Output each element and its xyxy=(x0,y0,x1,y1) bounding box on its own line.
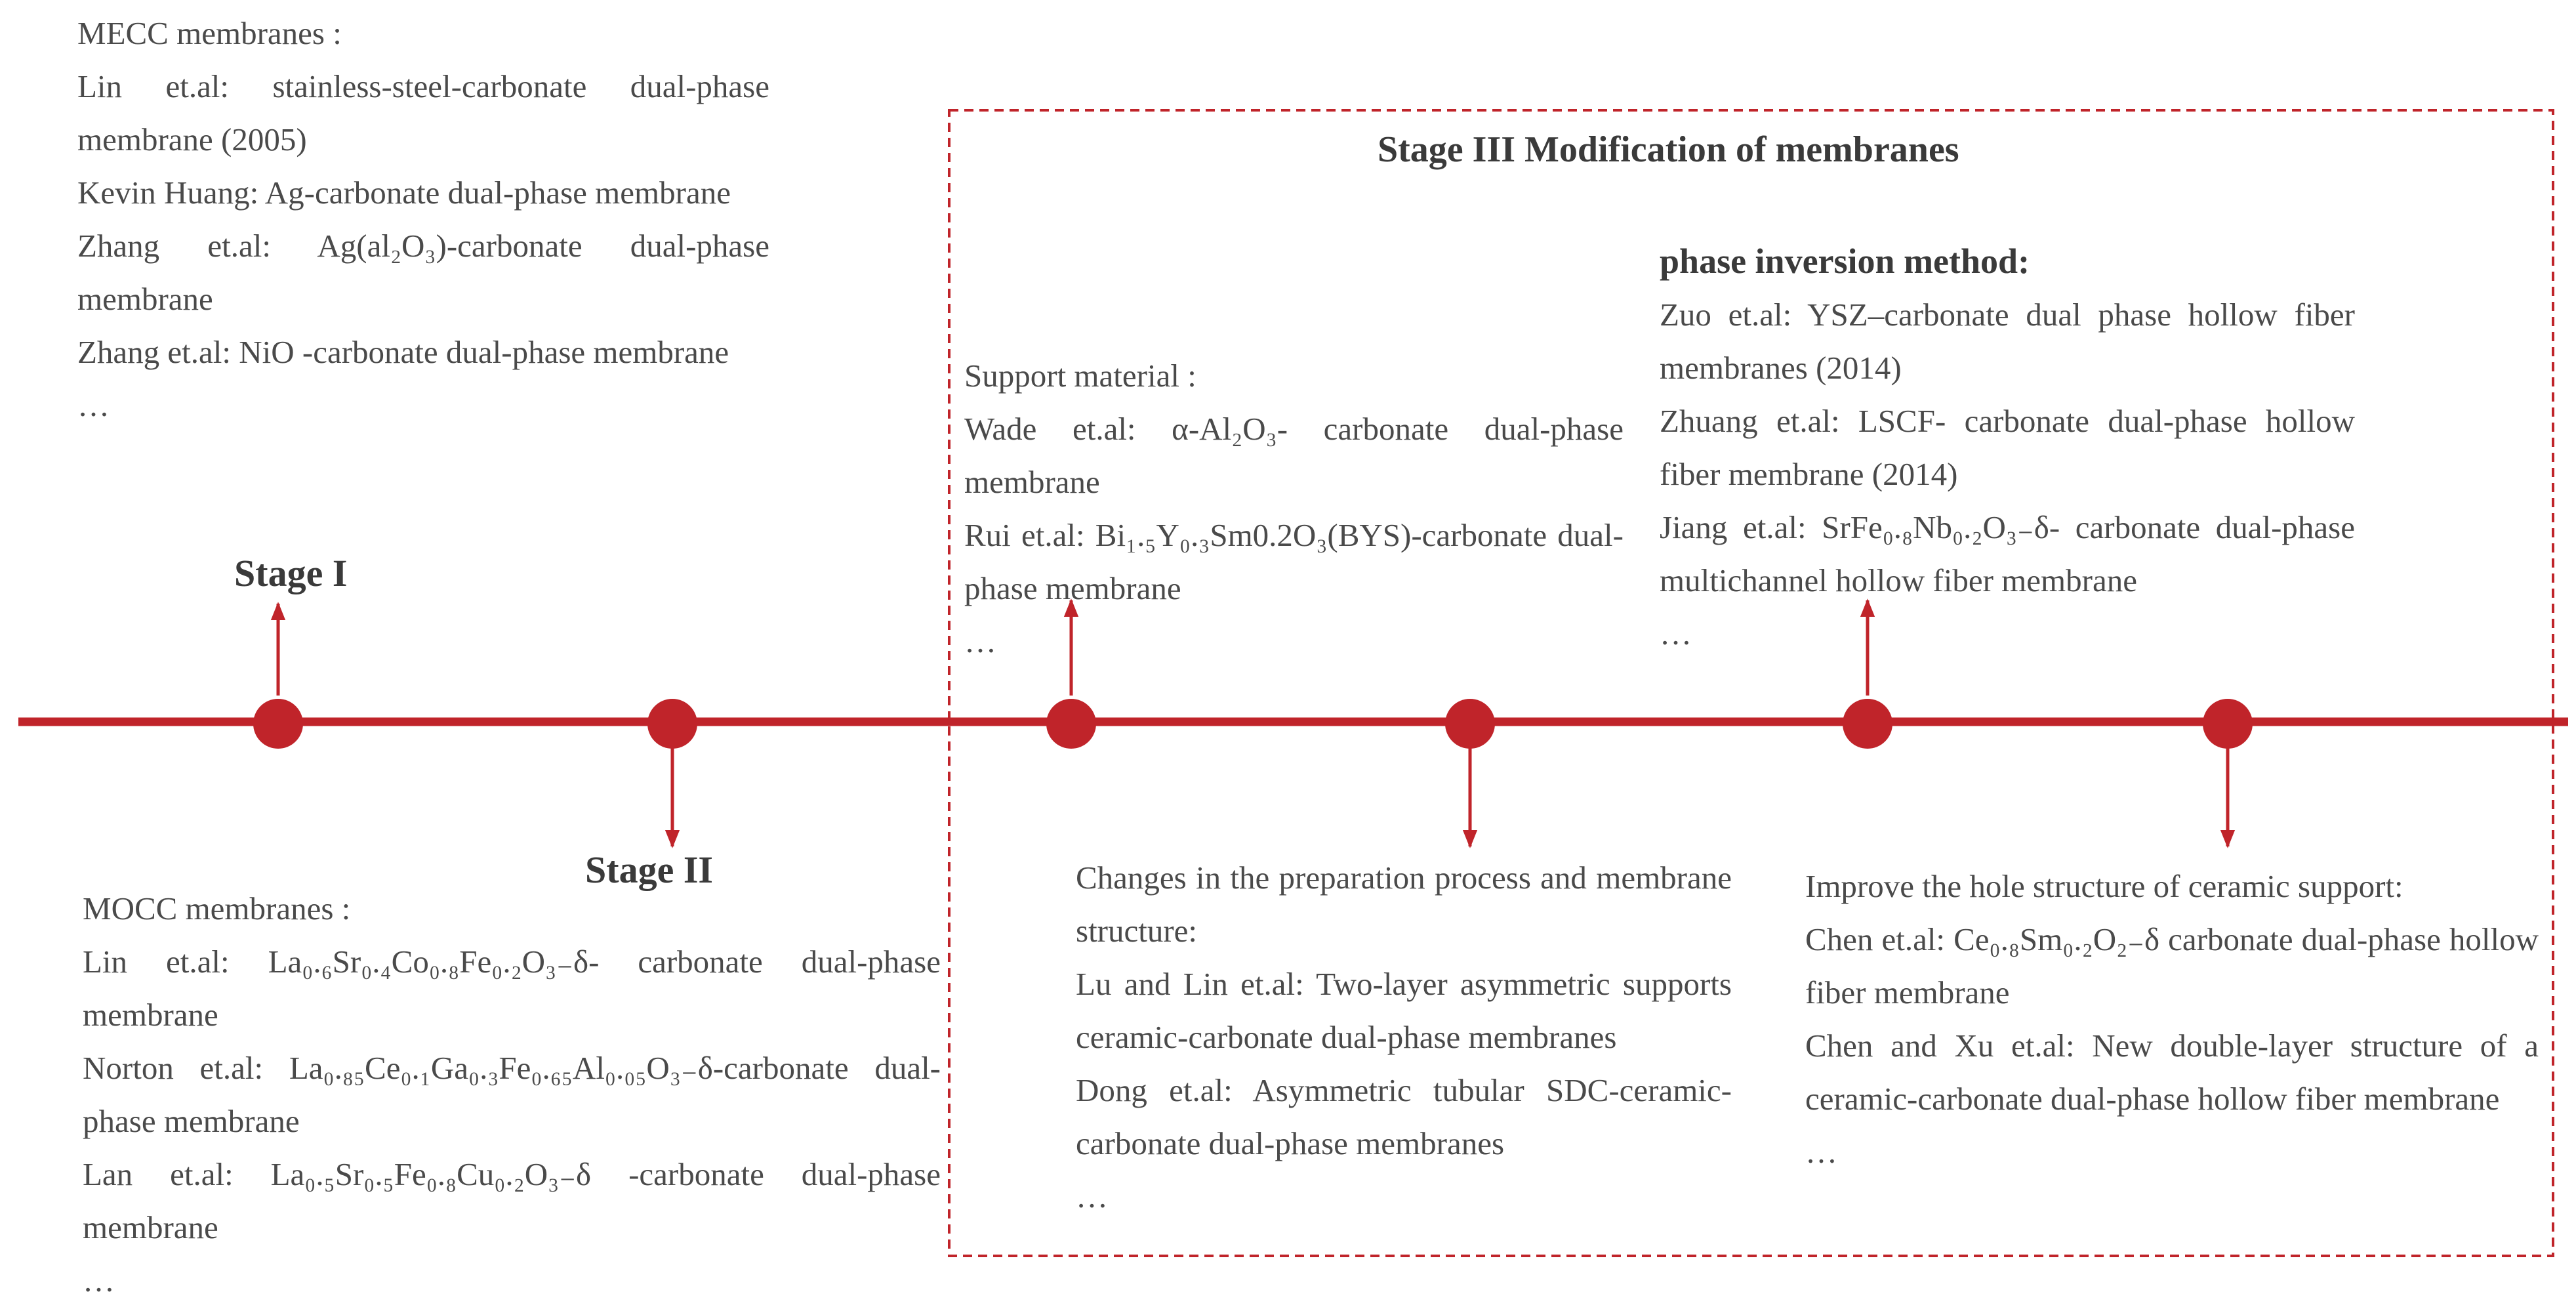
phase-inversion-item-1: Zuo et.al: YSZ–carbonate dual phase hollow fiber membranes (2014) xyxy=(1660,297,2355,386)
hole-structure-item-3: … xyxy=(1805,1134,1837,1170)
stage1-item-3: Zhang et.al: Ag(al₂O₃)-carbonate dual-phase membrane xyxy=(77,228,769,317)
stage1-item-4: Zhang et.al: NiO -carbonate dual-phase membrane xyxy=(77,334,729,370)
hole-structure-heading: Improve the hole structure of ceramic support: xyxy=(1805,868,2403,904)
support-item-3: … xyxy=(964,623,996,659)
preparation-text-block xyxy=(1076,851,1732,1223)
stage1-text-block xyxy=(77,7,769,432)
stage2-heading: MOCC membranes : xyxy=(83,890,351,926)
phase-inversion-item-4: … xyxy=(1660,615,1692,652)
stage2-item-3: Lan et.al: La₀.₅Sr₀.₅Fe₀.₈Cu₀.₂O₃₋δ -carbonate dual-phase membrane xyxy=(83,1156,941,1245)
timeline-node-4 xyxy=(1445,699,1495,749)
hole-structure-text-block xyxy=(1805,860,2539,1178)
phase-inversion-item-2: Zhuang et.al: LSCF- carbonate dual-phase hollow fiber membrane (2014) xyxy=(1660,403,2355,492)
phase-inversion-item-3: Jiang et.al: SrFe₀.₈Nb₀.₂O₃₋δ- carbonate dual-phase multichannel hollow fiber membrane xyxy=(1660,509,2355,598)
hole-structure-item-1: Chen et.al: Ce₀.₈Sm₀.₂O₂₋δ carbonate dual-phase hollow fiber membrane xyxy=(1805,921,2539,1010)
support-item-1: Wade et.al: α-Al₂O₃- carbonate dual-phase membrane xyxy=(964,411,1624,500)
timeline-node-3 xyxy=(1046,699,1096,749)
timeline-node-2 xyxy=(647,699,697,749)
stage1-item-2: Kevin Huang: Ag-carbonate dual-phase membrane xyxy=(77,175,731,211)
phase-inversion-text-block xyxy=(1660,235,2355,660)
stage2-label: Stage II xyxy=(585,848,713,891)
preparation-heading: Changes in the preparation process and membrane structure: xyxy=(1076,860,1732,949)
stage1-heading: MECC membranes : xyxy=(77,15,342,51)
stage1-item-1: Lin et.al: stainless-steel-carbonate dual-phase membrane (2005) xyxy=(77,68,769,157)
stage2-item-1: Lin et.al: La₀.₆Sr₀.₄Co₀.₈Fe₀.₂O₃₋δ- carbonate dual-phase membrane xyxy=(83,944,941,1033)
support-heading: Support material : xyxy=(964,358,1196,394)
stage2-item-2: Norton et.al: La₀.₈₅Ce₀.₁Ga₀.₃Fe₀.₆₅Al₀.₀₅O₃₋δ-carbonate dual-phase membrane xyxy=(83,1050,941,1139)
preparation-item-1: Lu and Lin et.al: Two-layer asymmetric supports ceramic-carbonate dual-phase membranes xyxy=(1076,966,1732,1055)
preparation-item-3: … xyxy=(1076,1178,1108,1215)
preparation-item-2: Dong et.al: Asymmetric tubular SDC-ceramic-carbonate dual-phase membranes xyxy=(1076,1072,1732,1161)
timeline-node-6 xyxy=(2203,699,2253,749)
hole-structure-item-2: Chen and Xu et.al: New double-layer structure of a ceramic-carbonate dual-phase hollow fiber membrane xyxy=(1805,1028,2539,1117)
timeline-node-5 xyxy=(1843,699,1892,749)
stage3-title: Stage III Modification of membranes xyxy=(1378,129,1959,170)
support-text-block xyxy=(964,349,1624,668)
stage1-item-5: … xyxy=(77,387,110,423)
phase-inversion-heading: phase inversion method: xyxy=(1660,241,2030,281)
stage2-item-4: … xyxy=(83,1262,115,1299)
stage2-text-block xyxy=(83,882,941,1307)
stage1-label: Stage I xyxy=(234,552,348,594)
support-item-2: Rui et.al: Bi₁.₅Y₀.₃Sm0.2O₃(BYS)-carbonate dual-phase membrane xyxy=(964,517,1624,606)
timeline-node-1 xyxy=(253,699,303,749)
